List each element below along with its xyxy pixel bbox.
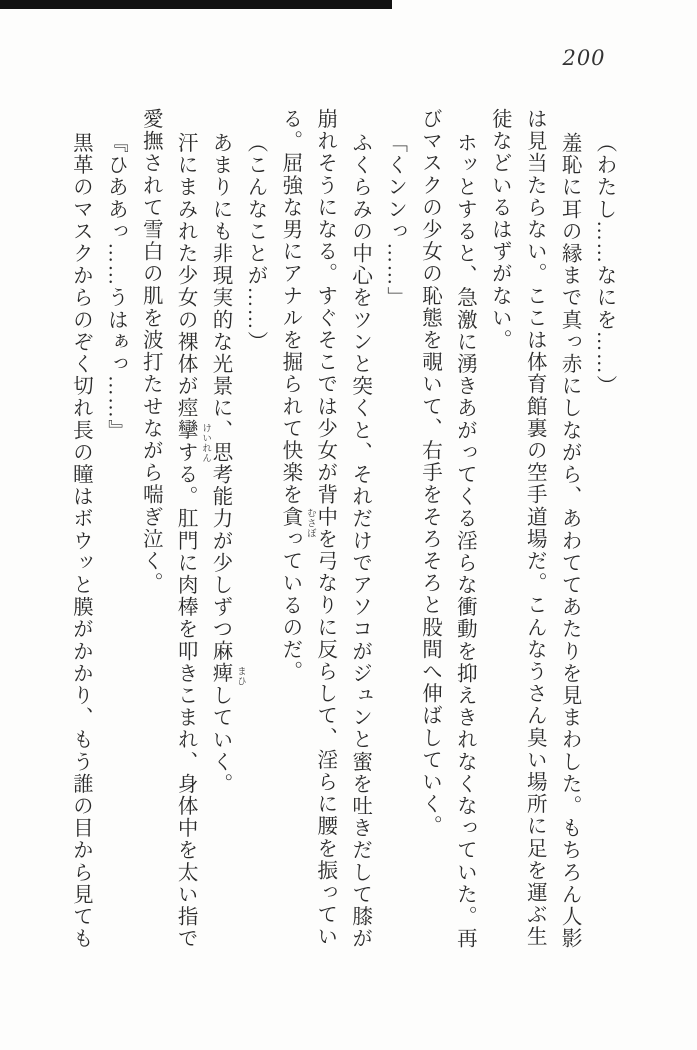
furigana: まひ [235,666,246,687]
text-column: 「くンンっ……」 [383,132,406,309]
text-column: は見当たらない。ここは体育館裏の空手道場だ。こんなうさん臭い場所に足を運ぶ生 [523,108,546,948]
scan-artifact-bar [0,0,392,9]
text-column: 『ひああっ……うはぁっ……』 [104,132,127,442]
text-column: （こんなことが……） [243,132,266,353]
text-column: 汗にまみれた少女の裸体が痙攣 けいれん する。肛門に肉棒を叩きこまれ、身体中を太い指で [174,132,211,950]
furigana: けいれん [200,423,211,464]
text-column: 徒などいるはずがない。 [488,108,511,352]
text-column: あまりにも非現実的な光景に、思考能力が少しずつ麻痺 まひ していく。 [209,132,246,796]
text-column: ふくらみの中心をツンと突くと、それだけでアソコがジュンと蜜を吐きだして膝が [348,132,371,950]
text-column: 羞恥に耳の縁まで真っ赤にしながら、あわててあたりを見まわした。もちろん人影 [558,132,581,950]
text-column: ホッとすると、急激に湧きあがってくる淫らな衝動を抑えきれなくなっていた。再 [453,132,476,950]
page-number: 200 [562,46,606,70]
text-column: びマスクの少女の恥態を覗いて、右手をそろそろと股間へ伸ばしていく。 [418,108,441,838]
text-column: る。屈強な男にアナルを掘られて快楽を貪 むさぼ っているのだ。 [278,108,315,683]
text-body [63,108,622,1050]
text-column: 愛撫されて雪白の肌を波打たせながら喘ぎ泣く。 [139,108,162,595]
furigana: むさぼ [304,507,315,538]
text-column: 崩れそうになる。すぐそこでは少女が背中を弓なりに反らして、淫らに腰を振ってい [313,108,336,948]
text-column: 黒革のマスクからのぞく切れ長の瞳はボウッと膜がかかり、もう誰の目から見ても [69,132,92,950]
text-column: （わたし……なにを……） [593,132,615,398]
ruby-base: 麻痺 まひ [209,640,246,687]
ruby-base: 痙攣 けいれん [174,397,211,464]
ruby-base: 貪 むさぼ [278,505,315,538]
